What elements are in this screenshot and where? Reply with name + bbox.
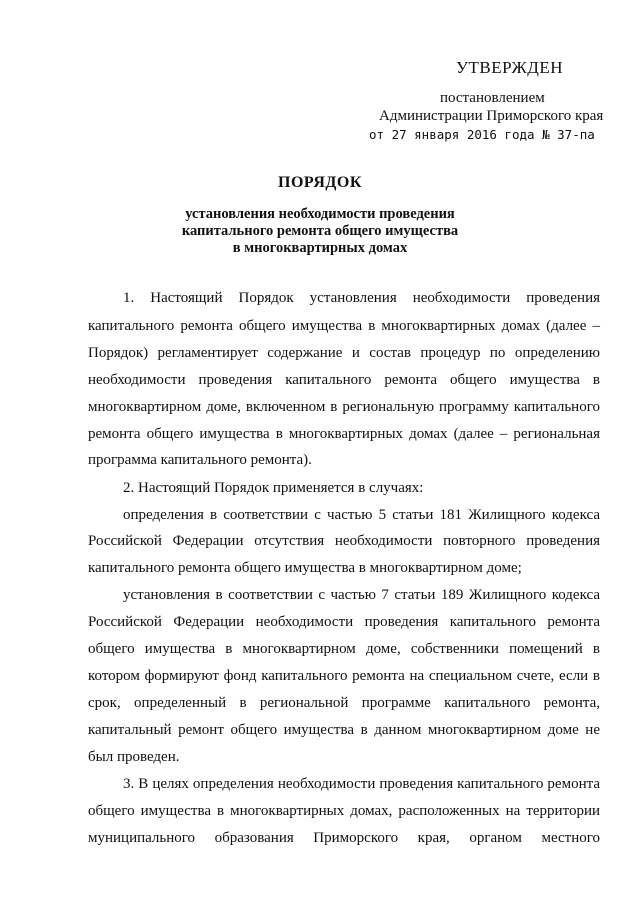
approval-line: постановлением (440, 90, 545, 106)
body-line: определения в соответствии с частью 5 статьи 181 Жилищного кодекса (123, 507, 600, 523)
body-line: установления в соответствии с частью 7 статьи 189 Жилищного кодекса (123, 587, 600, 603)
document-subtitle-line: в многоквартирных домах (232, 240, 408, 256)
body-line: Российской Федерации отсутствия необходимости повторного проведения (88, 533, 600, 549)
document-subtitle-line: установления необходимости проведения (185, 206, 455, 222)
body-line: Порядок) регламентирует содержание и состав процедур по определению (88, 345, 600, 361)
approval-date-line: от 27 января 2016 года № 37-па (369, 127, 595, 142)
body-line: был проведен. (88, 749, 180, 765)
body-line: многоквартирном доме, включенном в региональную программу капитального (88, 399, 600, 415)
approval-line: Администрации Приморского края (379, 108, 604, 124)
body-line: общего имущества в многоквартирных домах, расположенных на территории (88, 803, 600, 819)
body-line: 1. Настоящий Порядок установления необходимости проведения (123, 290, 600, 306)
body-line: капитального ремонта общего имущества в многоквартирных домах (далее – (88, 318, 600, 334)
document-subtitle-line: капитального ремонта общего имущества (181, 223, 459, 239)
body-line: программа капитального ремонта). (88, 452, 312, 468)
body-line: ремонта общего имущества в многоквартирных домах (далее – региональная (88, 426, 600, 442)
body-line: необходимости проведения капитального ремонта общего имущества в (88, 372, 600, 388)
body-line: муниципального образования Приморского края, органом местного (88, 830, 600, 846)
body-line: котором формируют фонд капитального ремонта на специальном счете, если в (88, 668, 600, 684)
body-line: 2. Настоящий Порядок применяется в случаях: (123, 480, 424, 496)
body-line: общего имущества в многоквартирном доме, собственники помещений в (88, 641, 600, 657)
body-line: срок, определенный в региональной программе капитального ремонта, (88, 695, 600, 711)
document-title: ПОРЯДОК (278, 174, 362, 191)
approval-stamp-title: УТВЕРЖДЕН (456, 58, 563, 77)
body-line: 3. В целях определения необходимости проведения капитального ремонта (123, 776, 600, 792)
body-line: капитального ремонта общего имущества в многоквартирном доме; (88, 560, 522, 576)
body-line: Российской Федерации необходимости проведения капитального ремонта (88, 614, 600, 630)
body-line: капитальный ремонт общего имущества в данном многоквартирном доме не (88, 722, 600, 738)
